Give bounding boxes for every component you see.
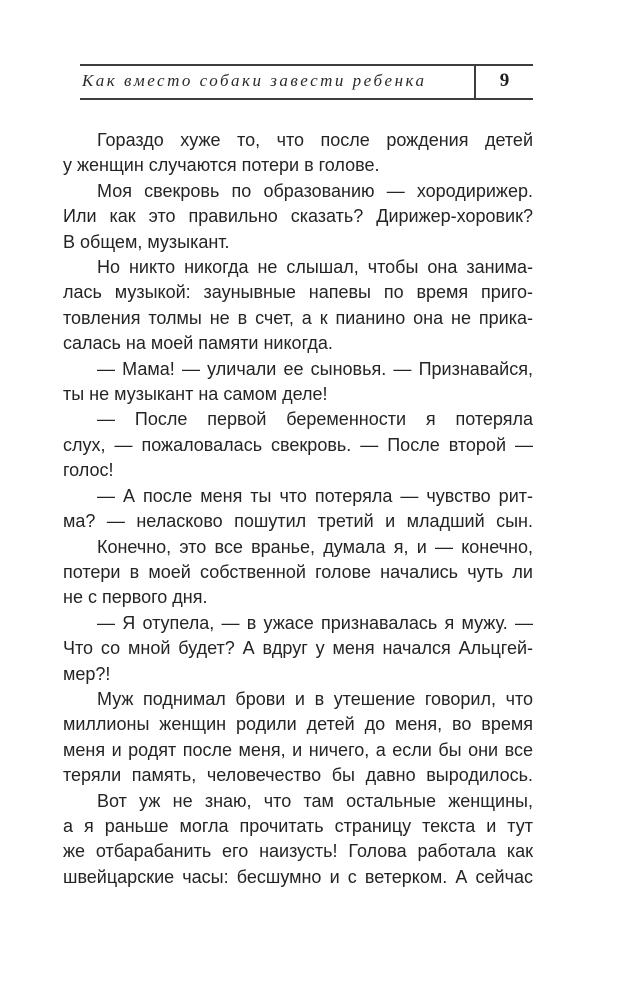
running-header bbox=[80, 64, 533, 100]
text-line: теряли память, человечество бы давно выродилось. bbox=[63, 765, 533, 786]
paragraph bbox=[63, 789, 533, 891]
text-line: меня и родят после меня, и ничего, а если бы они все bbox=[63, 739, 533, 760]
text-line: миллионы женщин родили детей до меня, во время bbox=[63, 714, 533, 735]
text-line: Или как это правильно сказать? Дирижер-хоровик? bbox=[63, 206, 533, 227]
body-text bbox=[63, 128, 533, 890]
text-line: голос! bbox=[63, 460, 114, 481]
text-line: — После первой беременности я потеряла bbox=[97, 409, 533, 430]
text-line: же отбарабанить его наизусть! Голова работала как bbox=[63, 841, 533, 862]
page-number: 9 bbox=[499, 70, 510, 91]
text-line: швейцарские часы: бесшумно и с ветерком. А сейчас bbox=[63, 866, 533, 887]
text-line: Моя свекровь по образованию — хородирижер. bbox=[97, 180, 533, 201]
text-line: не с первого дня. bbox=[63, 587, 208, 608]
paragraph bbox=[63, 128, 533, 179]
text-line: потери в моей собственной голове начались чуть ли bbox=[63, 561, 533, 582]
paragraph bbox=[63, 687, 533, 789]
text-line: ма? — неласково пошутил третий и младший сын. bbox=[63, 511, 533, 532]
text-line: товления толмы не в счет, а к пианино она не прика- bbox=[63, 307, 533, 328]
text-line: — Я отупела, — в ужасе признавалась я мужу. — bbox=[97, 612, 533, 633]
running-header-title: Как вместо собаки завести ребенка bbox=[82, 71, 427, 90]
text-line: слух, — пожаловалась свекровь. — После второй — bbox=[63, 434, 533, 455]
paragraph bbox=[63, 407, 533, 483]
text-line: у женщин случаются потери в голове. bbox=[63, 155, 380, 176]
text-line: салась на моей памяти никогда. bbox=[63, 333, 333, 354]
text-line: Что со мной будет? А вдруг у меня начался Альцгей- bbox=[63, 638, 533, 659]
text-line: а я раньше могла прочитать страницу текста и тут bbox=[63, 815, 533, 836]
text-line: Муж поднимал брови и в утешение говорил, что bbox=[97, 688, 533, 709]
text-line: Вот уж не знаю, что там остальные женщины, bbox=[97, 790, 533, 811]
paragraph bbox=[63, 484, 533, 535]
text-line: мер?! bbox=[63, 663, 111, 684]
text-line: — Мама! — уличали ее сыновья. — Признавайся, bbox=[97, 358, 533, 379]
text-line: Но никто никогда не слышал, чтобы она занима- bbox=[97, 257, 533, 278]
text-line: Гораздо хуже то, что после рождения детей bbox=[97, 130, 533, 150]
text-line: В общем, музыкант. bbox=[63, 231, 230, 252]
text-line: ты не музыкант на самом деле! bbox=[63, 384, 328, 405]
text-line: — А после меня ты что потеряла — чувство рит- bbox=[97, 485, 533, 506]
paragraph bbox=[63, 179, 533, 255]
paragraph bbox=[63, 357, 533, 408]
text-line: лась музыкой: заунывные напевы по время приго- bbox=[63, 282, 533, 303]
paragraph bbox=[63, 611, 533, 687]
text-line: Конечно, это все вранье, думала я, и — конечно, bbox=[97, 536, 533, 557]
paragraph bbox=[63, 535, 533, 611]
paragraph bbox=[63, 255, 533, 357]
